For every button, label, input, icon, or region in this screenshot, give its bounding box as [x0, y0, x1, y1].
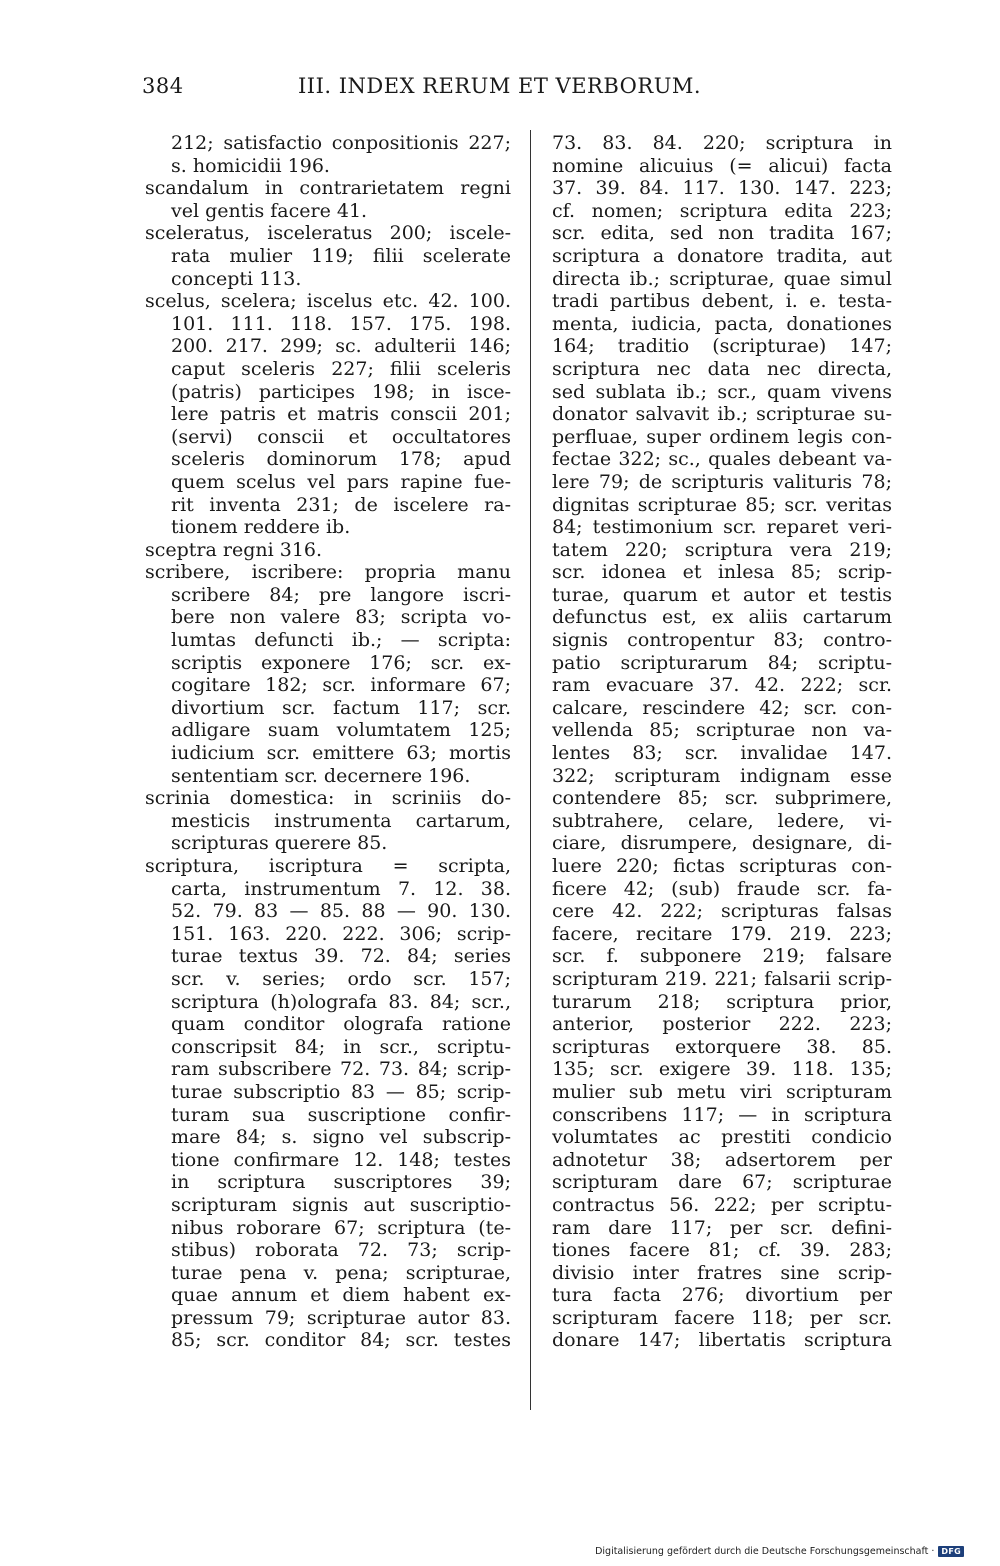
left-column-line: lumtas defuncti ib.; — scripta:: [171, 629, 511, 652]
right-column-line: scripturas extorquere 38. 85.: [552, 1035, 892, 1058]
right-column-line: 322; scripturam indignam esse: [552, 764, 892, 787]
right-column-line: menta, iudicia, pacta, donationes: [552, 312, 892, 335]
right-column-line: anterior, posterior 222. 223;: [552, 1013, 892, 1036]
column-rule: [530, 130, 531, 1410]
left-column-line: scripturas querere 85.: [171, 832, 388, 855]
right-column-line: 73. 83. 84. 220; scriptura in: [552, 132, 892, 154]
left-column-line: divortium scr. factum 117; scr.: [171, 696, 511, 719]
left-column-line: 212; satisfactio conpositionis 227;: [171, 132, 511, 154]
right-column-line: calcare, rescindere 42; scr. con-: [552, 696, 892, 719]
right-column-line: cere 42. 222; scripturas falsas: [552, 900, 892, 923]
right-column-line: subtrahere, celare, ledere, vi-: [552, 809, 892, 832]
left-column: [145, 132, 511, 1352]
right-column-line: scripturam dare 67; scripturae: [552, 1171, 892, 1194]
right-column-line: tura facta 276; divortium per: [552, 1284, 892, 1307]
left-column-line: rata mulier 119; filii scelerate: [171, 244, 511, 267]
right-column-line: scripturam 219. 221; falsarii scrip-: [552, 967, 892, 990]
right-column-line: scriptura nec data nec directa,: [552, 357, 892, 380]
left-column-line: carta, instrumentum 7. 12. 38.: [171, 877, 511, 900]
right-column-line: contractus 56. 222; per scriptu-: [552, 1193, 892, 1216]
right-column-line: directa ib.; scripturae, quae simul: [552, 267, 892, 290]
right-column-line: scr. f. subponere 219; falsare: [552, 945, 892, 968]
left-column-line: sceleratus, isceleratus 200; iscele-: [145, 222, 511, 245]
right-column-line: scr. idonea et inlesa 85; scrip-: [552, 561, 892, 584]
right-column-line: turarum 218; scriptura prior,: [552, 990, 892, 1013]
left-column-line: caput sceleris 227; filii sceleris: [171, 357, 511, 380]
left-column-line: mare 84; s. signo vel subscrip-: [171, 1126, 511, 1149]
left-column-line: turae textus 39. 72. 84; series: [171, 945, 511, 968]
left-column-line: iudicium scr. emittere 63; mortis: [171, 742, 511, 765]
right-column-line: ram evacuare 37. 42. 222; scr.: [552, 674, 892, 697]
left-column-line: turae pena v. pena; scripturae,: [171, 1261, 511, 1284]
left-column-line: tione confirmare 12. 148; testes: [171, 1148, 511, 1171]
right-column-line: sed sublata ib.; scr., quam vivens: [552, 380, 892, 403]
right-column-line: scr. edita, sed non tradita 167;: [552, 222, 892, 245]
left-column-line: sceptra regni 316.: [145, 538, 323, 561]
right-column-line: dignitas scripturae 85; scr. veritas: [552, 493, 892, 516]
right-column-line: luere 220; fictas scripturas con-: [552, 855, 892, 877]
page-number: 384: [142, 74, 184, 98]
right-column-line: patio scripturarum 84; scriptu-: [552, 651, 892, 674]
left-column-line: scelus, scelera; iscelus etc. 42. 100.: [145, 290, 511, 313]
right-column-line: scripturam facere 118; per scr.: [552, 1306, 892, 1329]
left-column-line: rit inventa 231; de iscelere ra-: [171, 493, 511, 516]
right-column-line: lentes 83; scr. invalidae 147.: [552, 742, 892, 765]
right-column-line: lere 79; de scripturis valituris 78;: [552, 470, 892, 493]
right-column-line: 164; traditio (scripturae) 147;: [552, 335, 892, 358]
left-column-line: turam sua suscriptione confir-: [171, 1103, 511, 1126]
dfg-logo: DFG: [938, 1546, 964, 1557]
left-column-line: scripturam signis aut suscriptio-: [171, 1193, 511, 1216]
left-column-line: quam conditor olografa ratione: [171, 1013, 511, 1036]
left-column-line: conscripsit 84; in scr., scriptu-: [171, 1035, 511, 1058]
digitization-footer: [595, 1546, 964, 1557]
left-column-line: 85; scr. conditor 84; scr. testes: [171, 1329, 511, 1352]
left-column-line: bere non valere 83; scripta vo-: [171, 606, 511, 629]
left-column-line: sententiam scr. decernere 196.: [171, 764, 471, 787]
footer-credit: Digitalisierung gefördert durch die Deutsche Forschungsgemeinschaft ·: [595, 1546, 935, 1557]
right-column-line: cf. nomen; scriptura edita 223;: [552, 199, 892, 222]
left-column-line: (patris) participes 198; in isce-: [171, 380, 511, 403]
left-column-line: sceleris dominorum 178; apud: [171, 448, 511, 471]
right-column-line: contendere 85; scr. subprimere,: [552, 787, 892, 810]
left-column-line: 101. 111. 118. 157. 175. 198.: [171, 312, 511, 335]
right-column-line: tiones facere 81; cf. 39. 283;: [552, 1239, 892, 1262]
right-column: [552, 132, 892, 1352]
left-column-line: scriptura (h)olografa 83. 84; scr.,: [171, 990, 511, 1013]
left-column-line: pressum 79; scripturae autor 83.: [171, 1306, 511, 1329]
left-column-line: s. homicidii 196.: [171, 154, 330, 177]
right-column-line: 37. 39. 84. 117. 130. 147. 223;: [552, 177, 892, 200]
left-column-line: scandalum in contrarietatem regni: [145, 177, 511, 200]
left-column-line: concepti 113.: [171, 267, 302, 290]
running-title: III. INDEX RERUM ET VERBORUM.: [298, 74, 702, 98]
left-column-line: adligare suam volumtatem 125;: [171, 719, 511, 742]
left-column-line: (servi) conscii et occultatores: [171, 425, 511, 448]
left-column-line: lere patris et matris conscii 201;: [171, 403, 511, 426]
right-column-line: tatem 220; scriptura vera 219;: [552, 538, 892, 561]
right-column-line: volumtates ac prestiti condicio: [552, 1126, 892, 1149]
right-column-line: donare 147; libertatis scriptura: [552, 1329, 892, 1352]
right-column-line: vellenda 85; scripturae non va-: [552, 719, 892, 742]
left-column-line: cogitare 182; scr. informare 67;: [171, 674, 511, 697]
right-column-line: nomine alicuius (= alicui) facta: [552, 154, 892, 177]
left-column-line: scriptura, iscriptura = scripta,: [145, 855, 511, 877]
right-column-line: perfluae, super ordinem legis con-: [552, 425, 892, 448]
right-column-line: conscribens 117; — in scriptura: [552, 1103, 892, 1126]
right-column-line: fectae 322; sc., quales debeant va-: [552, 448, 892, 471]
left-column-line: scribere 84; pre langore iscri-: [171, 583, 511, 606]
right-column-line: ram dare 117; per scr. defini-: [552, 1216, 892, 1239]
right-column-line: mulier sub metu viri scripturam: [552, 1080, 892, 1103]
left-column-line: scrinia domestica: in scriniis do-: [145, 787, 511, 810]
right-column-line: ciare, disrumpere, designare, di-: [552, 832, 892, 855]
right-column-line: facere, recitare 179. 219. 223;: [552, 922, 892, 945]
right-column-line: turae, quarum et autor et testis: [552, 583, 892, 606]
right-column-line: signis contropentur 83; contro-: [552, 629, 892, 652]
left-column-line: quae annum et diem habent ex-: [171, 1284, 511, 1307]
left-column-line: 52. 79. 83 — 85. 88 — 90. 130.: [171, 900, 511, 923]
right-column-line: tradi partibus debent, i. e. testa-: [552, 290, 892, 313]
right-column-line: defunctus est, ex aliis cartarum: [552, 606, 892, 629]
left-column-line: scr. v. series; ordo scr. 157;: [171, 967, 511, 990]
left-column-line: 200. 217. 299; sc. adulterii 146;: [171, 335, 511, 358]
right-column-line: 135; scr. exigere 39. 118. 135;: [552, 1058, 892, 1081]
right-column-line: 84; testimonium scr. reparet veri-: [552, 516, 892, 539]
left-column-line: quem scelus vel pars rapine fue-: [171, 470, 511, 493]
left-column-line: in scriptura suscriptores 39;: [171, 1171, 511, 1194]
left-column-line: scriptis exponere 176; scr. ex-: [171, 651, 511, 674]
right-column-line: divisio inter fratres sine scrip-: [552, 1261, 892, 1284]
left-column-line: 151. 163. 220. 222. 306; scrip-: [171, 922, 511, 945]
left-column-line: ram subscribere 72. 73. 84; scrip-: [171, 1058, 511, 1081]
right-column-line: donator salvavit ib.; scripturae su-: [552, 403, 892, 426]
left-column-line: stibus) roborata 72. 73; scrip-: [171, 1239, 511, 1262]
left-column-line: scribere, iscribere: propria manu: [145, 561, 511, 584]
right-column-line: ficere 42; (sub) fraude scr. fa-: [552, 877, 892, 900]
left-column-line: tionem reddere ib.: [171, 516, 351, 539]
left-column-line: nibus roborare 67; scriptura (te-: [171, 1216, 511, 1239]
left-column-line: vel gentis facere 41.: [171, 199, 368, 222]
right-column-line: adnotetur 38; adsertorem per: [552, 1148, 892, 1171]
left-column-line: turae subscriptio 83 — 85; scrip-: [171, 1080, 511, 1103]
left-column-line: mesticis instrumenta cartarum,: [171, 809, 511, 832]
right-column-line: scriptura a donatore tradita, aut: [552, 244, 892, 267]
